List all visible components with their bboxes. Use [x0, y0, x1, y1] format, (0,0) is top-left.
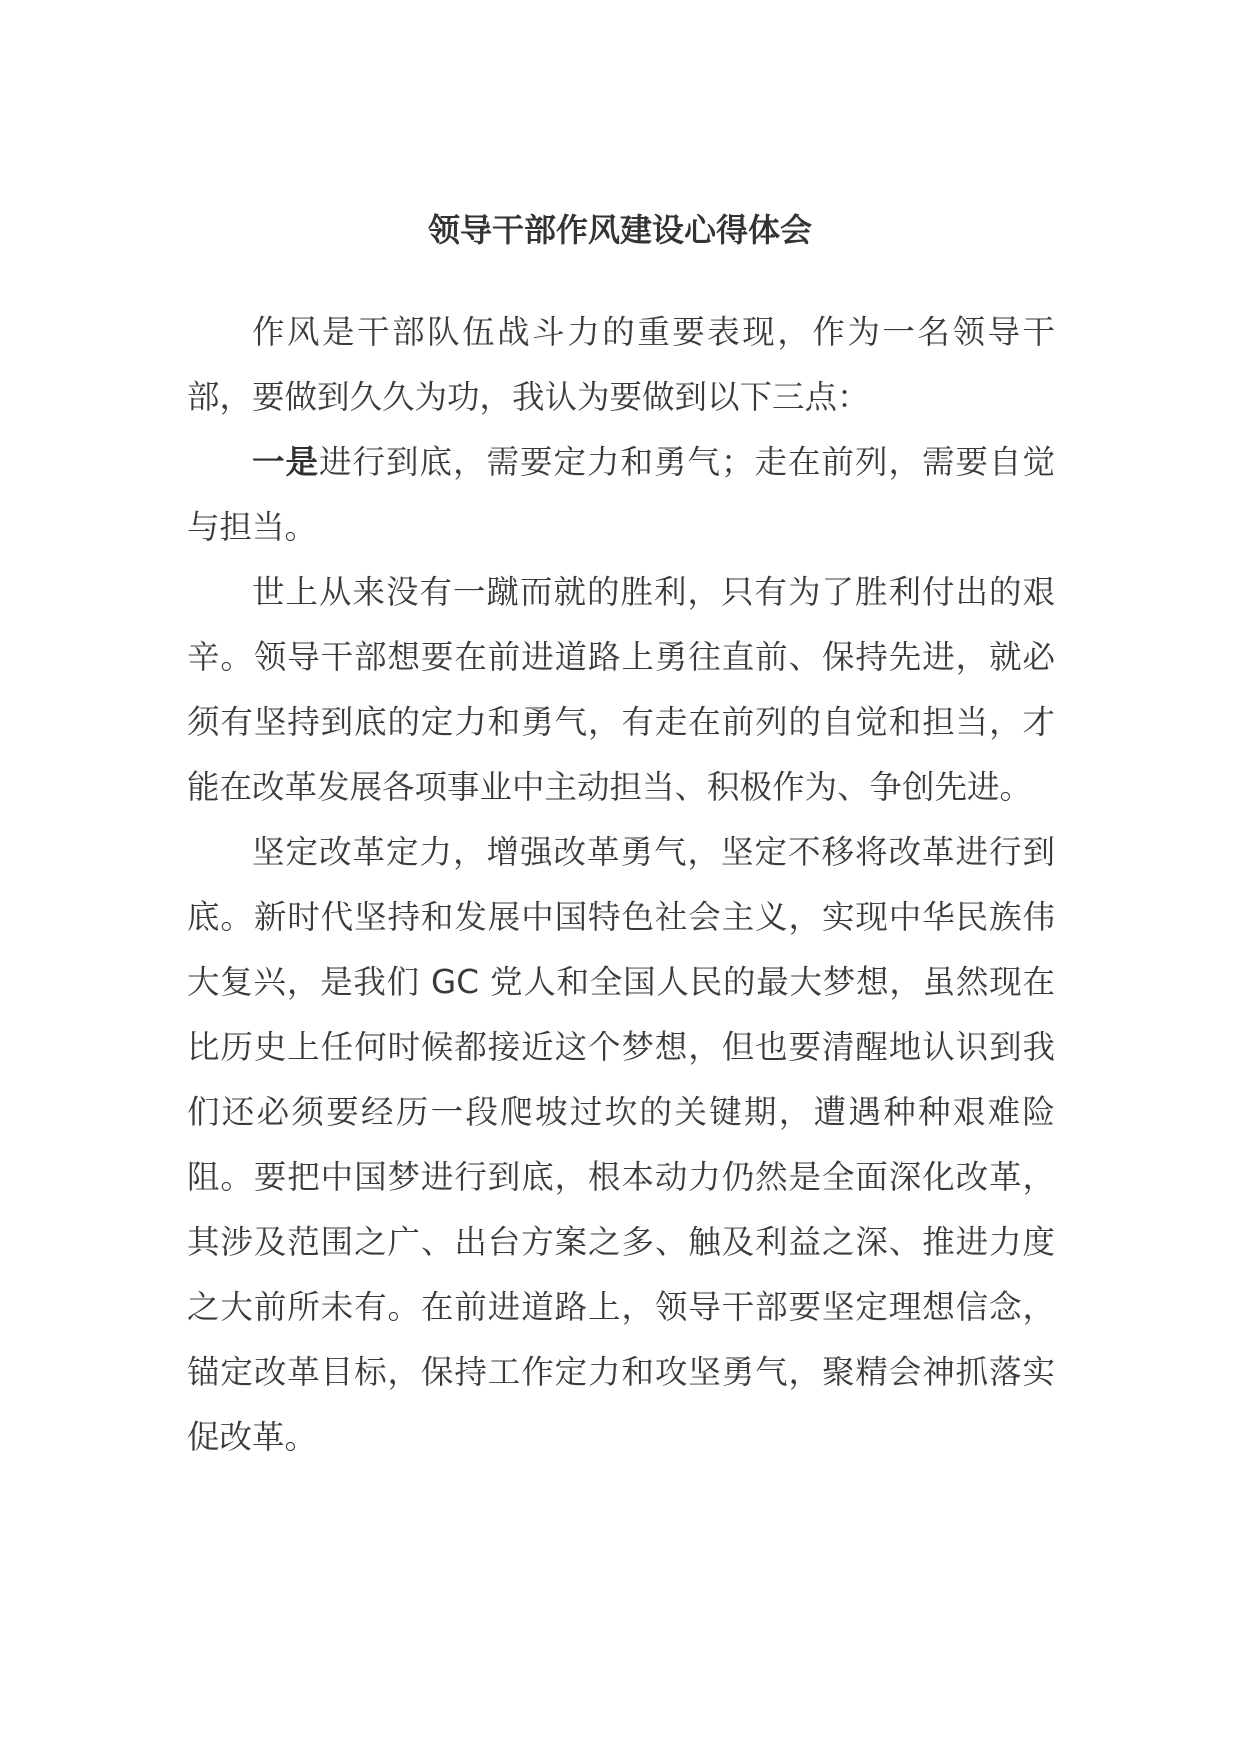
paragraph-point-one: [187, 430, 1055, 560]
paragraph-reform: [187, 820, 1055, 1470]
paragraph-lead: 一是: [252, 443, 319, 481]
paragraph-intro: [187, 300, 1055, 430]
document-body: [187, 300, 1055, 1470]
paragraph-victory: [187, 560, 1055, 820]
paragraph-text: 世上从来没有一蹴而就的胜利，只有为了胜利付出的艰辛。领导干部想要在前进道路上勇往直前、保持先进，就必须有坚持到底的定力和勇气，有走在前列的自觉和担当，才能在改革发展各项事业中主动担当、积极作为、争创先进。: [187, 573, 1055, 806]
paragraph-text: 作风是干部队伍战斗力的重要表现，作为一名领导干部，要做到久久为功，我认为要做到以下三点：: [187, 313, 1055, 416]
document-title: 领导干部作风建设心得体会: [427, 211, 812, 249]
paragraph-text: 进行到底，需要定力和勇气；走在前列，需要自觉与担当。: [187, 443, 1055, 546]
paragraph-text: 坚定改革定力，增强改革勇气，坚定不移将改革进行到底。新时代坚持和发展中国特色社会主义，实现中华民族伟大复兴，是我们 GC 党人和全国人民的最大梦想，虽然现在比历史上任何时候都接近这个梦想，但也要清醒地认识到我们还必须要经历一段爬坡过坎的关键期，遭遇种种艰难险阻。要把中国梦进行到底，根本动力仍然是全面深化改革，其涉及范围之广、出台方案之多、触及利益之深、推进力度之大前所未有。在前进道路上，领导干部要坚定理想信念，锚定改革目标，保持工作定力和攻坚勇气，聚精会神抓落实促改革。: [187, 833, 1055, 1456]
